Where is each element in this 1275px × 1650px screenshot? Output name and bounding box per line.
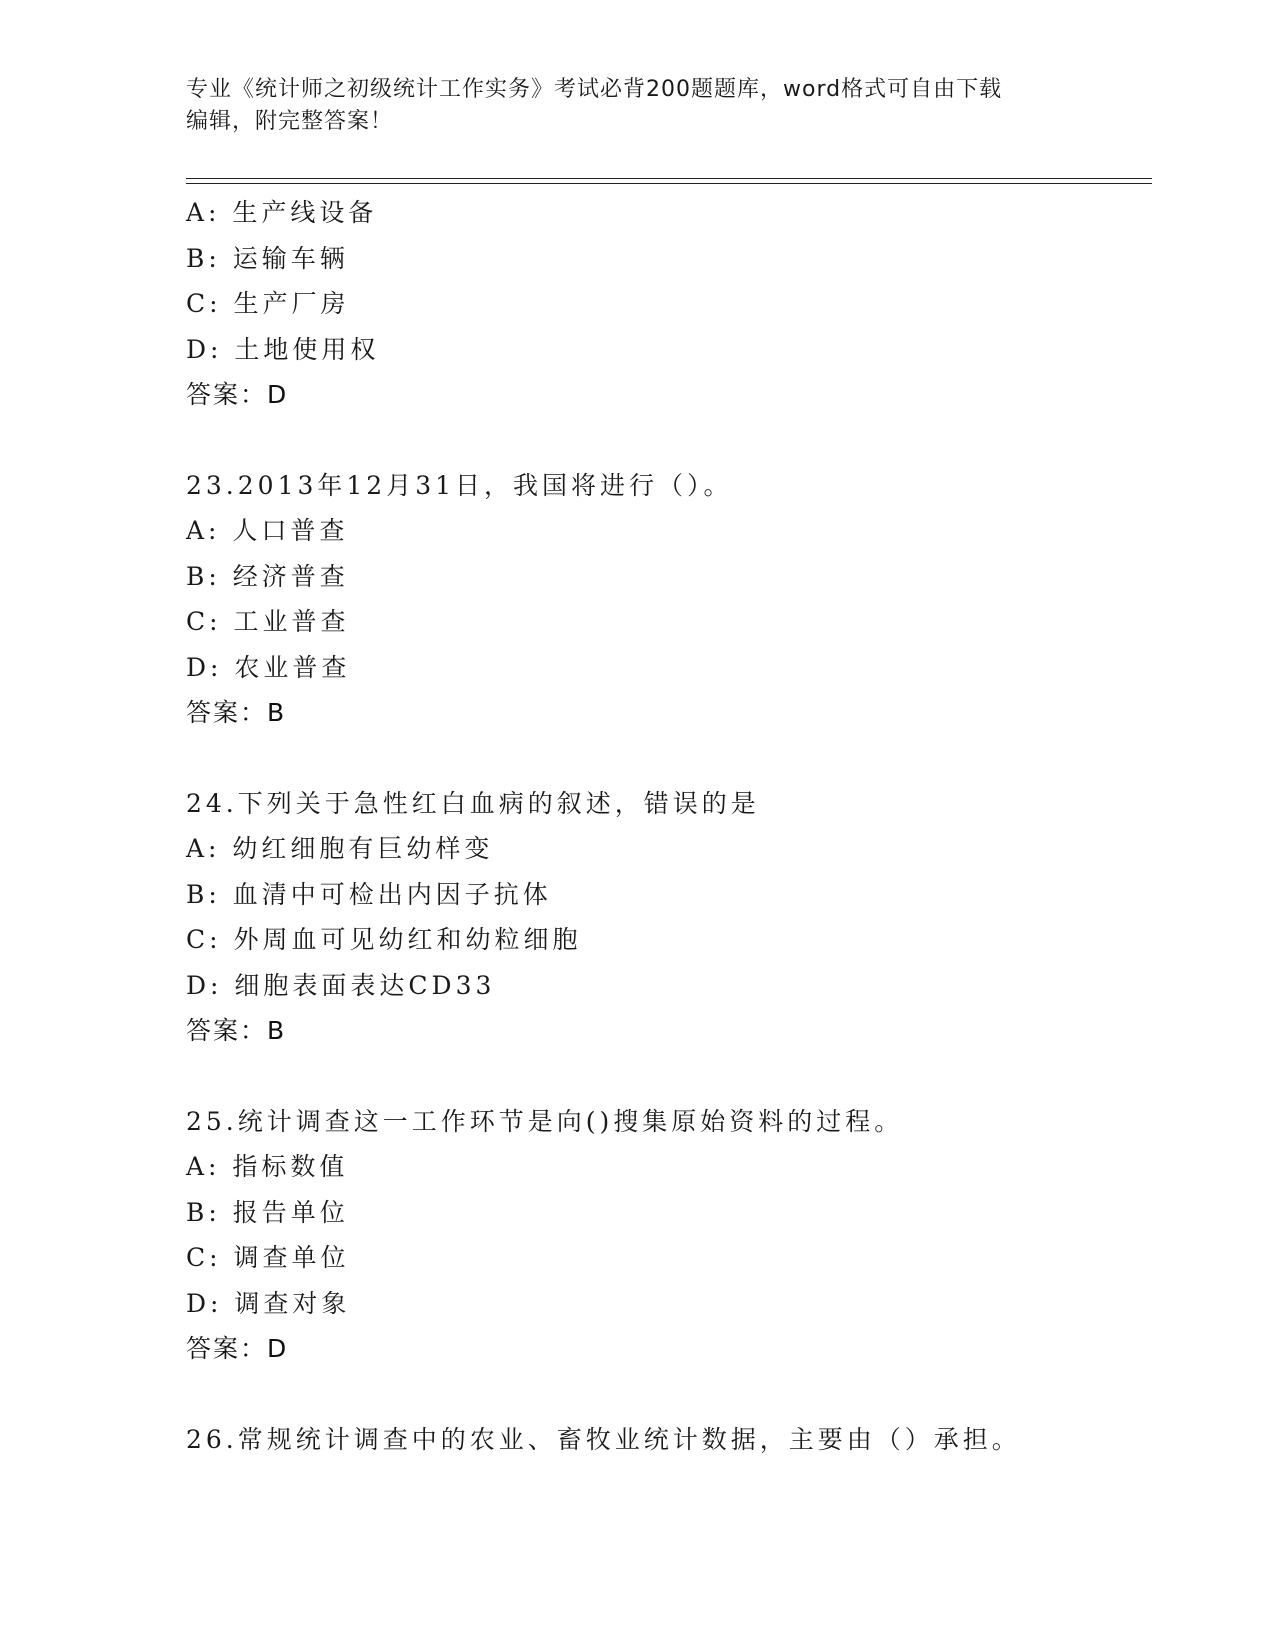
option-d: D: 土地使用权 — [186, 334, 380, 364]
option-b: B: 报告单位 — [186, 1197, 349, 1227]
question-block-26 — [186, 1417, 1146, 1463]
question-text: 24.下列关于急性红白血病的叙述，错误的是 — [186, 788, 760, 818]
option-c: C: 生产厂房 — [186, 289, 350, 318]
option-a: A: 指标数值 — [186, 1152, 349, 1181]
document-header — [186, 74, 1066, 138]
option-a: A: 生产线设备 — [186, 198, 378, 227]
header-line-2: 编辑，附完整答案！ — [186, 109, 394, 134]
question-block-25 — [186, 1099, 1146, 1372]
answer-label: 答案：B — [186, 698, 287, 727]
question-block-24 — [186, 781, 1146, 1054]
option-c: C: 调查单位 — [186, 1243, 350, 1272]
option-d: D: 农业普查 — [186, 652, 351, 682]
answer-label: 答案：D — [186, 1334, 289, 1363]
spacer — [186, 1372, 1146, 1417]
question-block-22 — [186, 190, 1146, 418]
option-c: C: 外周血可见幼红和幼粒细胞 — [186, 925, 582, 954]
spacer — [186, 418, 1146, 463]
option-c: C: 工业普查 — [186, 607, 350, 636]
question-block-23 — [186, 463, 1146, 736]
option-b: B: 运输车辆 — [186, 243, 349, 273]
header-divider-top — [186, 178, 1152, 179]
header-divider-bottom — [186, 183, 1152, 184]
option-b: B: 经济普查 — [186, 561, 349, 591]
answer-label: 答案：B — [186, 1016, 287, 1045]
option-a: A: 幼红细胞有巨幼样变 — [186, 834, 494, 863]
question-list — [186, 190, 1146, 1462]
question-text: 23.2013年12月31日，我国将进行（）。 — [186, 470, 733, 500]
option-a: A: 人口普查 — [186, 516, 349, 545]
option-d: D: 细胞表面表达CD33 — [186, 970, 496, 1000]
option-d: D: 调查对象 — [186, 1288, 351, 1318]
question-text: 25.统计调查这一工作环节是向()搜集原始资料的过程。 — [186, 1106, 904, 1136]
answer-label: 答案：D — [186, 380, 289, 409]
header-line-1: 专业《统计师之初级统计工作实务》考试必背200题题库，word格式可自由下载 — [186, 77, 1003, 102]
question-text: 26.常规统计调查中的农业、畜牧业统计数据，主要由（）承担。 — [186, 1424, 1021, 1454]
spacer — [186, 1054, 1146, 1099]
option-b: B: 血清中可检出内因子抗体 — [186, 879, 552, 909]
spacer — [186, 736, 1146, 781]
